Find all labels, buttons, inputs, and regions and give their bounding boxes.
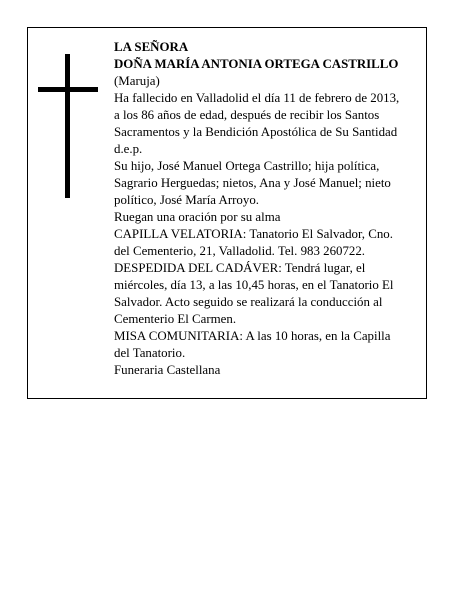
body-line: Salvador. Acto seguido se realizará la conducción al (114, 295, 383, 309)
body-line: d.e.p. (114, 142, 143, 156)
body-line: Ruegan una oración por su alma (114, 210, 281, 224)
body-line: MISA COMUNITARIA: A las 10 horas, en la Capilla (114, 329, 391, 343)
funeral-home: Funeraria Castellana (114, 363, 221, 377)
body-line: Sacramentos y la Bendición Apostólica de Su Santidad (114, 125, 398, 139)
cross-vertical-bar (65, 54, 70, 198)
body-line: Ha fallecido en Valladolid el día 11 de febrero de 2013, (114, 91, 400, 105)
cross-icon (38, 54, 98, 198)
body-line: Cementerio El Carmen. (114, 312, 237, 326)
body-line: Su hijo, José Manuel Ortega Castrillo; hija política, (114, 159, 380, 173)
body-line: DESPEDIDA DEL CADÁVER: Tendrá lugar, el (114, 261, 366, 275)
body-line: miércoles, día 13, a las 10,45 horas, en el Tanatorio El (114, 278, 394, 292)
body-line: a los 86 años de edad, después de recibir los Santos (114, 108, 380, 122)
notice-text (114, 39, 422, 379)
body-line: Sagrario Herguedas; nietos, Ana y José Manuel; nieto (114, 176, 391, 190)
body-line: político, José María Arroyo. (114, 193, 259, 207)
deceased-name: DOÑA MARÍA ANTONIA ORTEGA CASTRILLO (114, 57, 399, 71)
body-line: del Tanatorio. (114, 346, 186, 360)
notice-title: LA SEÑORA (114, 40, 189, 54)
cross-horizontal-bar (38, 87, 98, 92)
body-line: CAPILLA VELATORIA: Tanatorio El Salvador, Cno. (114, 227, 393, 241)
deceased-nickname: (Maruja) (114, 74, 160, 88)
body-line: del Cementerio, 21, Valladolid. Tel. 983 260722. (114, 244, 366, 258)
